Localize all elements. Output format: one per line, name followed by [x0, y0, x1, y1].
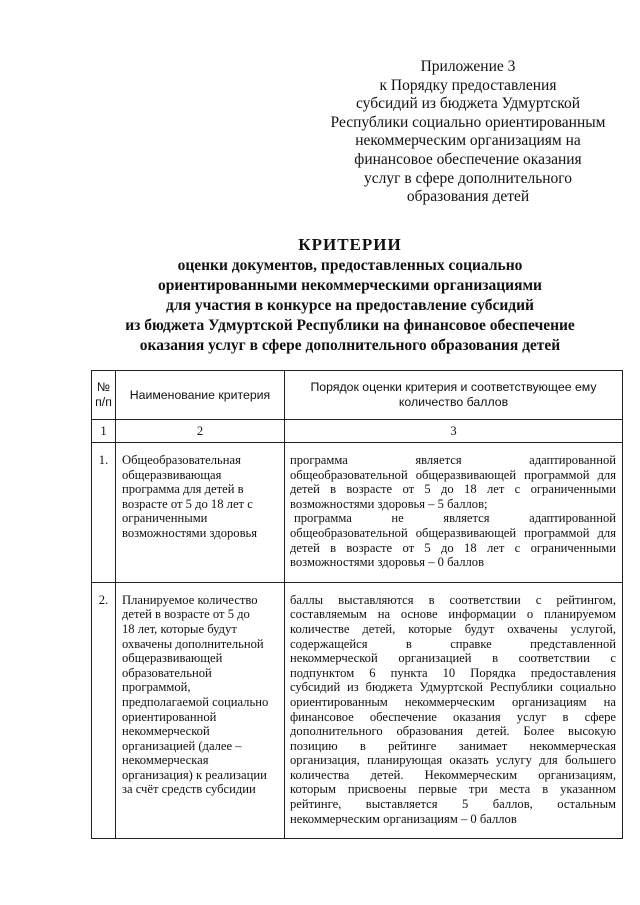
criterion-name-line: программа для детей в: [122, 482, 244, 497]
column-index-row: [92, 420, 623, 443]
evaluation-line: составляемым на основе информации о планируемом: [290, 607, 616, 622]
header-number: [92, 371, 116, 420]
criterion-name-line: ориентированной: [122, 709, 217, 724]
criterion-name-line: ограниченными: [122, 511, 208, 526]
evaluation-line: которым присвоены первые три места в указанном: [290, 782, 616, 797]
evaluation-line: позицию в рейтинге занимает некоммерческая: [290, 738, 616, 753]
title-main: КРИТЕРИИ: [298, 235, 402, 254]
evaluation-line: общеобразовательной общеразвивающей программой для: [290, 525, 616, 540]
table-header-row: [92, 371, 623, 420]
evaluation-line: возможностями здоровья – 5 баллов;: [290, 496, 488, 511]
title-line: ориентированными некоммерческими организациями: [158, 277, 542, 294]
evaluation-line: детей в возрасте от 5 до 18 лет с ограниченными: [290, 482, 616, 497]
evaluation-line: общеобразовательной общеразвивающей программой для: [290, 467, 616, 482]
row-number: 2.: [92, 582, 116, 839]
title-line: из бюджета Удмуртской Республики на финансовое обеспечение: [125, 317, 575, 334]
table-row: [92, 443, 623, 583]
evaluation-line: возможностями здоровья – 0 баллов: [290, 555, 485, 570]
criterion-name-line: 18 лет, которые будут: [122, 621, 237, 636]
criterion-name-line: охвачены дополнительной: [122, 636, 264, 651]
evaluation-line: программа является адаптированной: [290, 453, 616, 467]
column-index: 1: [92, 420, 116, 443]
criterion-name-line: общеразвивающей: [122, 651, 223, 666]
header-criterion-name: Наименование критерия: [116, 371, 285, 420]
header-order-line: количество баллов: [398, 395, 509, 409]
title-line: оказания услуг в сфере дополнительного образования детей: [139, 337, 561, 354]
appendix-line: субсидий из бюджета Удмуртской: [355, 95, 581, 113]
evaluation-line: финансовое обеспечение оказания услуг в сфере: [290, 709, 616, 724]
column-index: 3: [285, 420, 623, 443]
table-row: [92, 582, 623, 839]
criterion-name-line: образовательной: [122, 665, 212, 680]
criterion-name: [116, 582, 285, 839]
criterion-name-line: предполагаемой социально: [122, 694, 269, 709]
evaluation-line: подпунктом 6 пункта 10 Порядка предоставления: [290, 665, 616, 680]
evaluation-line: некоммерческой организацией в соответствии с: [290, 651, 616, 666]
header-order-line: Порядок оценки критерия и соответствующее ему: [310, 380, 597, 395]
column-index: 2: [116, 420, 285, 443]
evaluation-line: рейтинге, выставляется 5 баллов, остальным: [290, 797, 616, 812]
criterion-name-line: некоммерческой: [122, 724, 210, 739]
criterion-name-line: некоммерческая: [122, 753, 209, 768]
criterion-evaluation: [285, 443, 623, 583]
criterion-evaluation: [285, 582, 623, 839]
criterion-name-line: возможностями здоровья: [122, 525, 258, 540]
appendix-line: финансовое обеспечение оказания: [354, 150, 582, 168]
criteria-table: [91, 370, 623, 839]
row-number: 1.: [92, 443, 116, 583]
criterion-name-line: общеразвивающая: [122, 467, 222, 482]
appendix-heading: [318, 58, 618, 207]
criterion-name-line: организация) к реализации: [122, 767, 267, 782]
evaluation-line: количестве детей, которые будут охвачены услугой,: [290, 621, 616, 636]
appendix-line: услуг в сфере дополнительного: [363, 169, 573, 187]
title-line: для участия в конкурсе на предоставление субсидий: [166, 297, 534, 314]
criterion-name-line: детей в возрасте от 5 до: [122, 607, 250, 622]
evaluation-line: программа не является адаптированной: [294, 511, 616, 526]
appendix-line: образования детей: [406, 188, 530, 206]
evaluation-line: субсидий из бюджета Удмуртской Республики социально: [290, 680, 616, 695]
evaluation-line: баллы выставляются в соответствии с рейтингом,: [290, 592, 616, 607]
criterion-name-line: Планируемое количество: [122, 592, 258, 607]
criterion-name-line: программой,: [122, 680, 191, 695]
criterion-name-line: организацией (далее –: [122, 738, 242, 753]
appendix-line: к Порядку предоставления: [379, 76, 557, 94]
evaluation-line: содержащейся в справке представленной: [290, 636, 616, 651]
criterion-name-line: за счёт средств субсидии: [122, 782, 256, 797]
header-number-symbol: №: [96, 380, 111, 394]
header-number-abbrev: п/п: [95, 395, 112, 409]
evaluation-line: количества детей. Некоммерческим организациям,: [290, 767, 616, 782]
title-line: оценки документов, предоставленных социально: [177, 257, 523, 274]
evaluation-line: организация, планирующая оказать услугу для большего: [290, 753, 616, 768]
criterion-name-line: Общеобразовательная: [122, 453, 241, 467]
header-evaluation-order: [285, 371, 623, 420]
evaluation-line: ориентированным некоммерческим организациям на: [290, 694, 616, 709]
evaluation-line: дополнительного образования детей. Более высокую: [290, 724, 616, 739]
evaluation-line: некоммерческим организациям – 0 баллов: [290, 811, 517, 826]
appendix-line: некоммерческим организациям на: [355, 132, 581, 150]
appendix-line: Приложение 3: [420, 58, 516, 75]
appendix-line: Республики социально ориентированным: [330, 113, 606, 131]
criterion-name-line: возрасте от 5 до 18 лет с: [122, 496, 253, 511]
evaluation-line: детей в возрасте от 5 до 18 лет с ограниченными: [290, 540, 616, 555]
document-title: [70, 234, 630, 356]
criterion-name: [116, 443, 285, 583]
